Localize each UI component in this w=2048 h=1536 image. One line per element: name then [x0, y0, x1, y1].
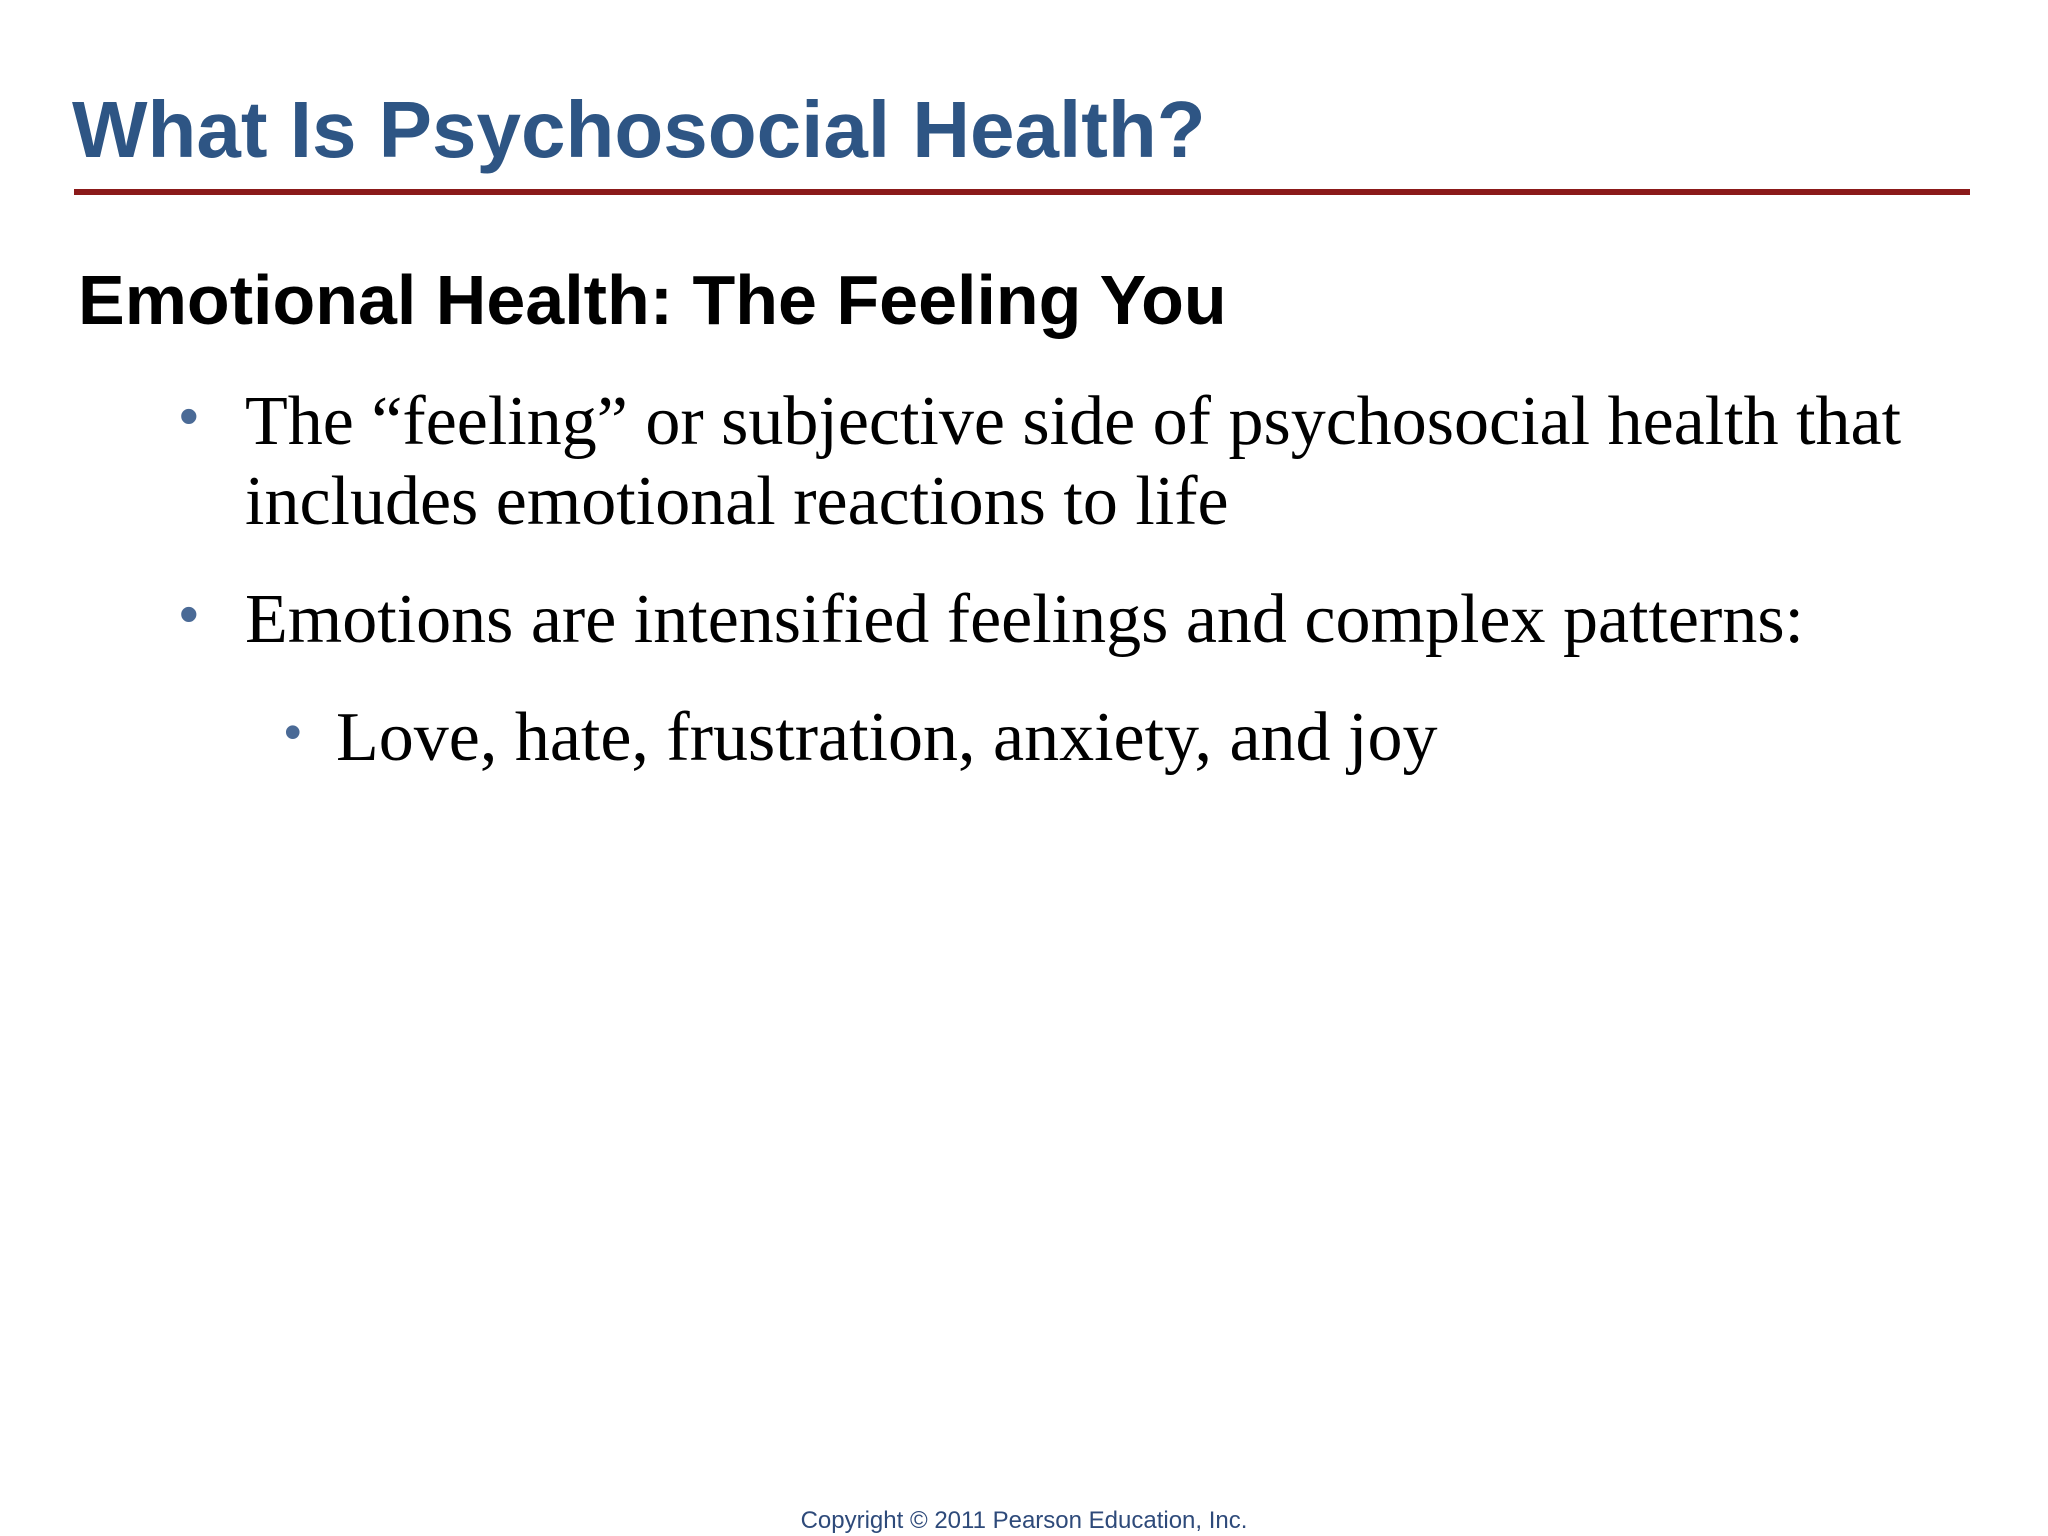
section-heading: Emotional Health: The Feeling You — [78, 261, 1227, 339]
sub-bullet-marker: • — [284, 704, 302, 760]
bullet-item — [179, 580, 2005, 660]
bullet-marker: • — [179, 384, 199, 447]
copyright-footer: Copyright © 2011 Pearson Education, Inc. — [800, 1507, 1248, 1534]
bullet-text: The “feeling” or subjective side of psychosocial health that includes emotional reactions to life — [245, 383, 1902, 540]
bullet-item — [179, 382, 1945, 542]
sub-bullet-text: Love, hate, frustration, anxiety, and joy — [336, 699, 1438, 776]
bullet-marker: • — [179, 582, 199, 645]
sub-bullet-item — [284, 698, 1936, 778]
slide-title: What Is Psychosocial Health? — [72, 85, 1206, 174]
title-divider — [74, 189, 1970, 195]
bullet-text: Emotions are intensified feelings and complex patterns: — [245, 581, 1805, 658]
